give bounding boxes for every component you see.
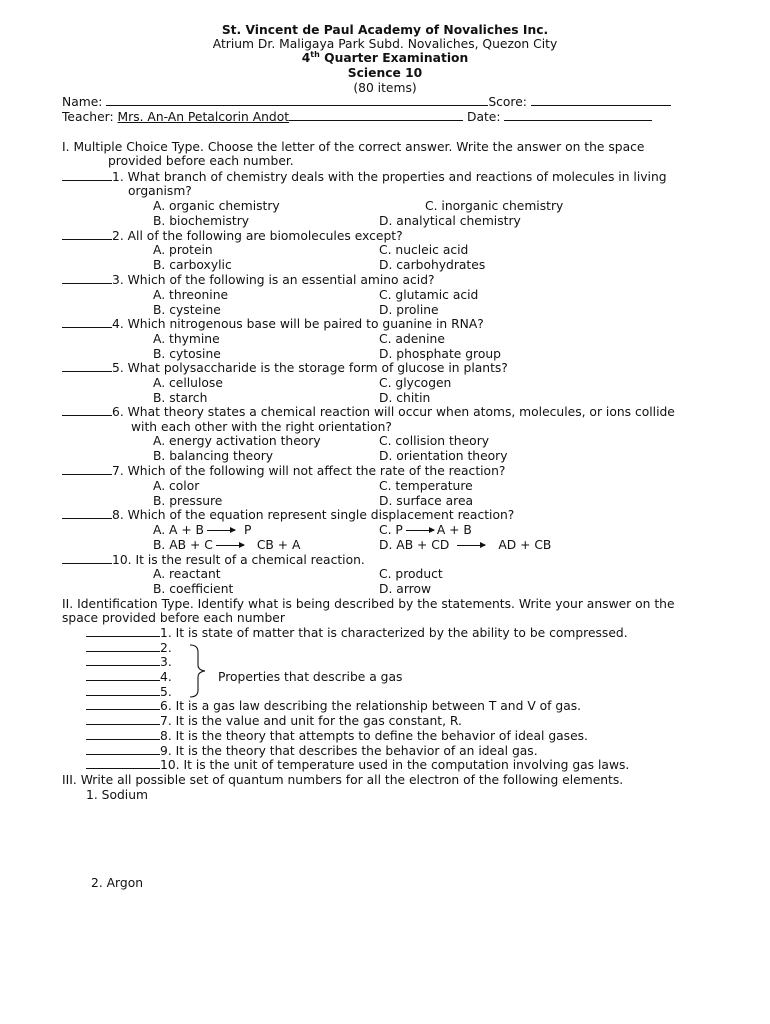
answer-blank[interactable] <box>62 464 112 475</box>
option: C. glutamic acid <box>379 288 479 302</box>
option: C. inorganic chemistry <box>425 199 564 213</box>
option: B. pressure <box>153 494 223 508</box>
option: B. starch <box>153 391 208 405</box>
option: D. analytical chemistry <box>379 214 521 228</box>
name-label: Name: <box>62 95 103 109</box>
answer-blank[interactable] <box>86 699 160 710</box>
option: B. cysteine <box>153 303 221 317</box>
option: B. coefficient <box>153 582 234 596</box>
teacher-label: Teacher: <box>62 110 114 124</box>
item-count: (80 items) <box>353 81 417 95</box>
exam-title: 4th Quarter Examination <box>301 49 469 65</box>
answer-blank[interactable] <box>86 655 160 666</box>
option: A. thymine <box>153 332 220 346</box>
school-address: Atrium Dr. Maligaya Park Subd. Novaliches, Quezon City <box>212 37 558 51</box>
score-field[interactable] <box>531 95 671 106</box>
option: D. chitin <box>379 391 431 405</box>
option-equation: A. A + B P <box>153 523 252 537</box>
option-equation: B. AB + C CB + A <box>153 538 301 552</box>
answer-blank[interactable] <box>62 553 112 564</box>
identification-2: 2. <box>86 641 172 655</box>
teacher-name: Mrs. An-An Petalcorin Andot <box>117 110 290 124</box>
option: C. collision theory <box>379 434 490 448</box>
arrow-icon <box>406 530 434 531</box>
question-1-cont: organism? <box>128 184 192 198</box>
answer-blank[interactable] <box>62 273 112 284</box>
arrow-icon <box>457 545 485 546</box>
option: A. cellulose <box>153 376 223 390</box>
identification-5: 5. <box>86 685 172 699</box>
question-5: 5. What polysaccharide is the storage form of glucose in plants? <box>62 361 508 375</box>
option: B. balancing theory <box>153 449 274 463</box>
question-1: 1. What branch of chemistry deals with the properties and reactions of molecules in living <box>62 170 667 184</box>
option: D. arrow <box>379 582 432 596</box>
option: C. temperature <box>379 479 473 493</box>
identification-6: 6. It is a gas law describing the relationship between T and V of gas. <box>86 699 581 713</box>
element-sodium: 1. Sodium <box>86 788 148 802</box>
option: D. orientation theory <box>379 449 508 463</box>
identification-7: 7. It is the value and unit for the gas constant, R. <box>86 714 462 728</box>
name-line <box>62 95 671 109</box>
question-6-cont: with each other with the right orientation? <box>131 420 392 434</box>
option: C. adenine <box>379 332 445 346</box>
option: B. biochemistry <box>153 214 250 228</box>
curly-brace-icon <box>186 643 208 699</box>
question-8: 8. Which of the equation represent single displacement reaction? <box>62 508 514 522</box>
identification-10: 10. It is the unit of temperature used in the computation involving gas laws. <box>86 758 629 772</box>
answer-blank[interactable] <box>86 729 160 740</box>
answer-blank[interactable] <box>86 744 160 755</box>
score-label: Score: <box>488 95 527 109</box>
option: B. carboxylic <box>153 258 232 272</box>
option: A. color <box>153 479 200 493</box>
option: A. energy activation theory <box>153 434 321 448</box>
option: D. phosphate group <box>379 347 501 361</box>
option: A. reactant <box>153 567 221 581</box>
question-2: 2. All of the following are biomolecules except? <box>62 229 403 243</box>
brace-label: Properties that describe a gas <box>218 670 403 684</box>
option: D. carbohydrates <box>379 258 486 272</box>
identification-9: 9. It is the theory that describes the behavior of an ideal gas. <box>86 744 538 758</box>
option-equation: D. AB + CD AD + CB <box>379 538 552 552</box>
option: C. nucleic acid <box>379 243 469 257</box>
answer-blank[interactable] <box>62 229 112 240</box>
name-field[interactable] <box>106 95 488 106</box>
teacher-blank <box>289 110 463 121</box>
option: D. proline <box>379 303 439 317</box>
answer-blank[interactable] <box>62 317 112 328</box>
option: A. protein <box>153 243 213 257</box>
identification-3: 3. <box>86 655 172 669</box>
option: B. cytosine <box>153 347 221 361</box>
option: C. product <box>379 567 443 581</box>
answer-blank[interactable] <box>62 361 112 372</box>
answer-blank[interactable] <box>62 405 112 416</box>
answer-blank[interactable] <box>86 641 160 652</box>
option-equation: C. P A + B <box>379 523 472 537</box>
question-7: 7. Which of the following will not affect the rate of the reaction? <box>62 464 505 478</box>
answer-blank[interactable] <box>62 170 112 181</box>
part2-instruction: II. Identification Type. Identify what is being described by the statements. Write your answer on the <box>62 597 675 611</box>
identification-4: 4. <box>86 670 172 684</box>
question-10: 10. It is the result of a chemical reaction. <box>62 553 365 567</box>
answer-blank[interactable] <box>62 508 112 519</box>
part3-instruction: III. Write all possible set of quantum numbers for all the electron of the following elements. <box>62 773 624 787</box>
option: D. surface area <box>379 494 474 508</box>
subject-title: Science 10 <box>347 66 423 80</box>
part2-instruction-cont: space provided before each number <box>62 611 285 625</box>
option: C. glycogen <box>379 376 452 390</box>
question-6: 6. What theory states a chemical reaction will occur when atoms, molecules, or ions collide <box>62 405 675 419</box>
option: A. threonine <box>153 288 229 302</box>
date-field[interactable] <box>504 110 652 121</box>
answer-blank[interactable] <box>86 714 160 725</box>
date-label: Date: <box>466 110 501 124</box>
answer-blank[interactable] <box>86 758 160 769</box>
part1-instruction: I. Multiple Choice Type. Choose the letter of the correct answer. Write the answer on the space <box>62 140 645 154</box>
question-4: 4. Which nitrogenous base will be paired to guanine in RNA? <box>62 317 484 331</box>
question-3: 3. Which of the following is an essential amino acid? <box>62 273 435 287</box>
arrow-icon <box>216 545 244 546</box>
option: A. organic chemistry <box>153 199 280 213</box>
arrow-icon <box>207 530 235 531</box>
element-argon: 2. Argon <box>91 876 144 890</box>
answer-blank[interactable] <box>86 685 160 696</box>
teacher-line <box>62 110 652 124</box>
part1-instruction-cont: provided before each number. <box>108 154 294 168</box>
identification-8: 8. It is the theory that attempts to define the behavior of ideal gases. <box>86 729 588 743</box>
school-name: St. Vincent de Paul Academy of Novaliches Inc. <box>221 23 549 37</box>
identification-1: 1. It is state of matter that is characterized by the ability to be compressed. <box>86 626 628 640</box>
answer-blank[interactable] <box>86 626 160 637</box>
answer-blank[interactable] <box>86 670 160 681</box>
